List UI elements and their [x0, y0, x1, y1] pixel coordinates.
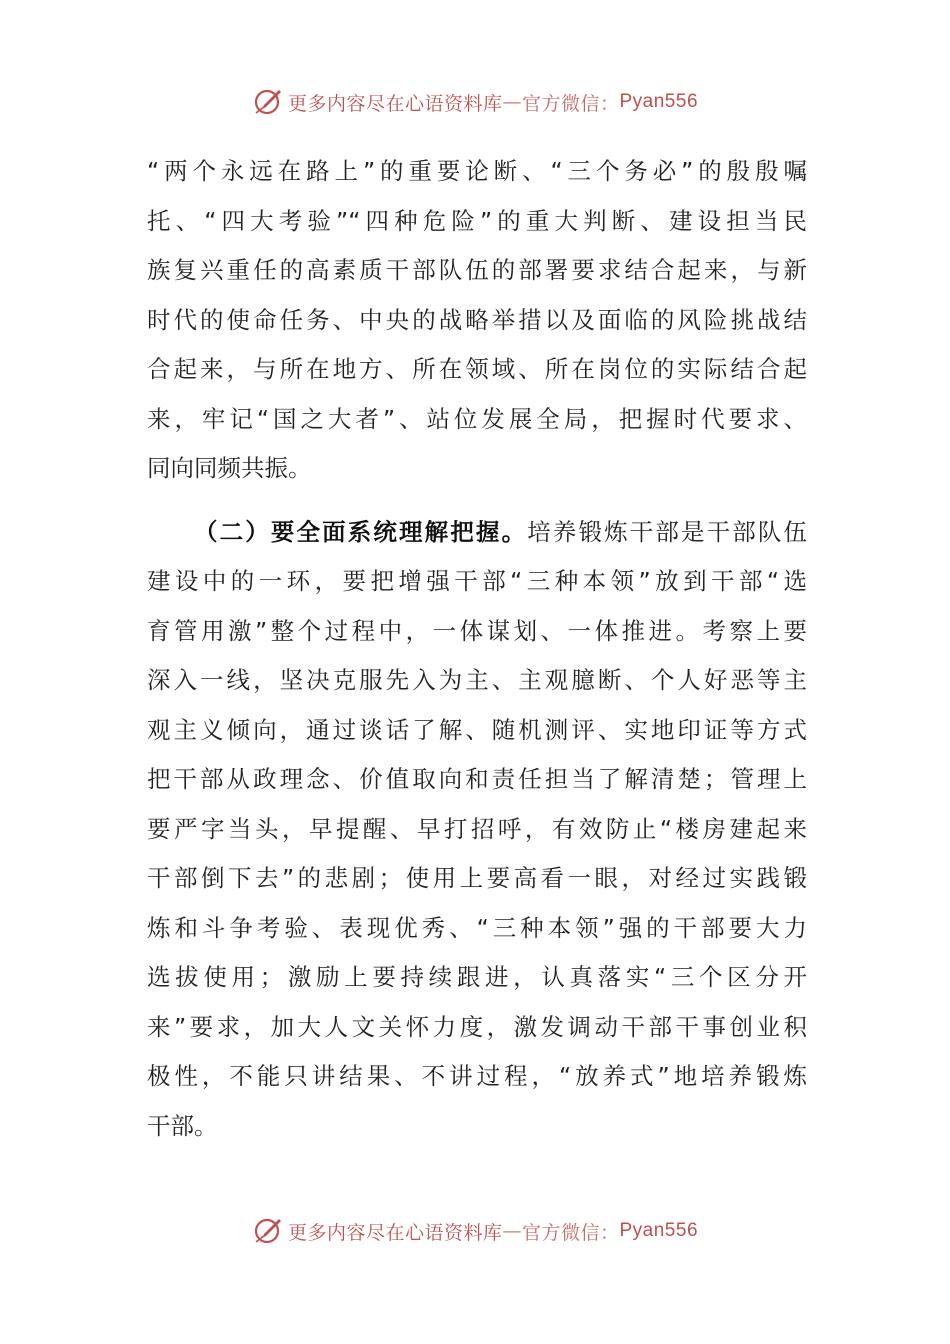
- paragraph-first-line: [147, 508, 807, 558]
- section-heading: （二）要全面系统理解把握。: [194, 517, 528, 546]
- document-body: [147, 147, 807, 1151]
- paragraph-1: [147, 147, 807, 494]
- paragraph-line: 观主义倾向，通过谈话了解、随机测评、实地印证等方式: [147, 715, 807, 744]
- paragraph-line-text: 培养锻炼干部是干部队伍: [527, 517, 807, 546]
- paragraph-line: 深入一线，坚决克服先入为主、主观臆断、个人好恶等主: [147, 666, 807, 694]
- banner-promo-text: 更多内容尽在心语资料库: [287, 1221, 503, 1244]
- banner-separator: —: [502, 91, 522, 113]
- paragraph-line: 干部倒下去”的悲剧；使用上要高看一眼，对经过实践锻: [147, 864, 807, 892]
- paragraph-line: 来，牢记“国之大者”、站位发展全局，把握时代要求、: [147, 404, 807, 433]
- paragraph-line: 来”要求，加大人文关怀力度，激发调动干部干事创业积: [147, 1012, 807, 1041]
- paragraph-line: “两个永远在路上”的重要论断、“三个务必”的殷殷嘱: [147, 157, 807, 185]
- paragraph-line: 合起来，与所在地方、所在领域、所在岗位的实际结合起: [147, 355, 807, 383]
- paragraph-line: 把干部从政理念、价值取向和责任担当了解清楚；管理上: [147, 765, 807, 793]
- paragraph-line: 族复兴重任的高素质干部队伍的部署要求结合起来，与新: [147, 256, 807, 284]
- header-watermark-banner: [0, 82, 950, 122]
- paragraph-line: 同向同频共振。: [147, 454, 312, 482]
- paragraph-line: 时代的使命任务、中央的战略举措以及面临的风险挑战结: [147, 305, 807, 334]
- paragraph-line: 炼和斗争考验、表现优秀、“三种本领”强的干部要大力: [147, 913, 807, 942]
- paragraph-line: 建设中的一环，要把增强干部“三种本领”放到干部“选: [147, 567, 807, 595]
- banner-separator: —: [502, 1220, 522, 1242]
- paragraph-line: 极性，不能只讲结果、不讲过程，“放养式”地培养锻炼: [147, 1062, 807, 1090]
- banner-promo-text: 更多内容尽在心语资料库: [287, 92, 503, 115]
- quill-pen-circle-icon: [252, 1216, 282, 1246]
- paragraph-2: [147, 508, 807, 1152]
- paragraph-line: 托、“四大考验”“四种危险”的重大判断、建设担当民: [147, 206, 807, 235]
- paragraph-line: 选拔使用；激励上要持续跟进，认真落实“三个区分开: [147, 963, 807, 991]
- banner-wechat-id: Pyan556: [619, 1220, 699, 1241]
- paragraph-line: 育管用激”整个过程中，一体谋划、一体推进。考察上要: [147, 616, 807, 645]
- paragraph-line: 要严字当头，早提醒、早打招呼，有效防止“楼房建起来: [147, 814, 807, 843]
- banner-wechat-id: Pyan556: [619, 91, 699, 112]
- banner-wechat-label: 官方微信：: [521, 92, 620, 115]
- quill-pen-circle-icon: [252, 87, 282, 117]
- footer-watermark-banner: [0, 1211, 950, 1251]
- banner-wechat-label: 官方微信：: [521, 1221, 620, 1244]
- paragraph-line: 干部。: [147, 1111, 218, 1140]
